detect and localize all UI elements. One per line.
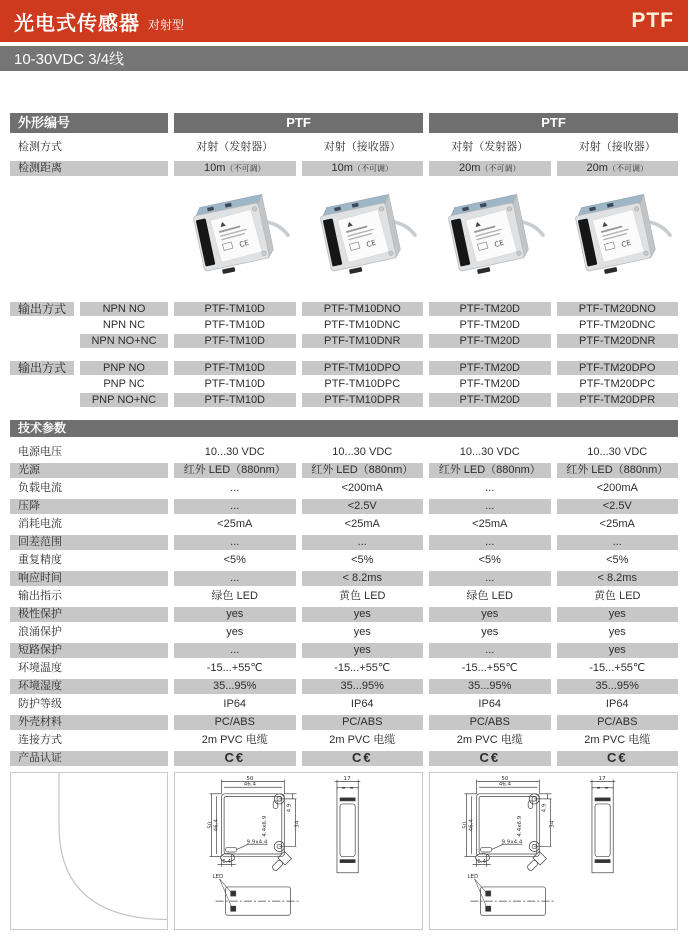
spec-value: yes	[429, 607, 551, 622]
spec-value: PC/ABS	[302, 715, 424, 730]
spec-value: 黄色 LED	[339, 590, 386, 602]
model-number-cell: PTF-TM20D	[459, 378, 520, 390]
spec-value: PC/ABS	[174, 715, 296, 730]
spec-value: ...	[230, 482, 240, 494]
range-value-main: 20m	[459, 162, 481, 174]
spec-value: yes	[302, 643, 424, 658]
spec-row	[10, 733, 678, 748]
spec-label: 回差范围	[10, 535, 168, 550]
model-number-cell: PTF-TM20D	[429, 393, 551, 407]
model-number-cell: PTF-TM10DPR	[302, 393, 424, 407]
spec-value: <25mA	[217, 518, 253, 530]
spec-row	[10, 553, 678, 568]
spec-value: 2m PVC 电缆	[329, 734, 396, 746]
spec-value: <5%	[606, 554, 629, 566]
spec-row	[10, 715, 678, 730]
product-photo-row	[10, 176, 678, 302]
range-value-note: （不可调）	[352, 164, 393, 173]
spec-value: 红外 LED（880nm）	[557, 463, 679, 478]
spec-value: ...	[174, 643, 296, 658]
spec-label: 负载电流	[18, 482, 62, 494]
spec-value: ...	[302, 535, 424, 550]
output-type-cell: NPN NC	[102, 319, 146, 331]
model-number-cell: PTF-TM20D	[429, 334, 551, 348]
model-number-cell: PTF-TM10D	[174, 361, 296, 375]
spec-value: yes	[481, 626, 499, 638]
series-group-header: PTF	[429, 113, 678, 133]
spec-value: ...	[429, 643, 551, 658]
detection-range-value	[557, 161, 679, 176]
spec-value: yes	[608, 626, 626, 638]
spec-row	[10, 607, 678, 622]
dim-50-top: 50	[246, 776, 254, 783]
spec-value: PC/ABS	[429, 715, 551, 730]
spec-label: 消耗电流	[18, 518, 62, 530]
output-type-cell: PNP NC	[103, 378, 145, 390]
spec-row	[10, 625, 678, 640]
spec-value: 10...30 VDC	[587, 446, 648, 458]
spec-value: <5%	[351, 554, 374, 566]
spec-value: <5%	[223, 554, 246, 566]
spec-value: yes	[302, 607, 424, 622]
spec-row	[10, 481, 678, 496]
spec-label: 浪涌保护	[18, 626, 62, 638]
spec-label: 光源	[10, 463, 168, 478]
dimension-drawing-2	[429, 772, 678, 930]
spec-value: -15...+55℃	[334, 662, 391, 674]
svg-text:CE: CE	[238, 237, 250, 250]
dimension-drawing-1	[174, 772, 423, 930]
spec-label: 响应时间	[10, 571, 168, 586]
output-table-block	[10, 361, 678, 407]
dim-slot-4-4x6-9: 4.4x6.9	[517, 815, 524, 837]
spec-value: -15...+55℃	[206, 662, 263, 674]
detection-range-value	[174, 161, 296, 176]
led-label: LED	[467, 873, 479, 880]
range-value-note: （不可调）	[225, 164, 266, 173]
detection-mode-label: 检测方式	[18, 141, 62, 153]
range-value-main: 20m	[586, 162, 608, 174]
range-value-main: 10m	[204, 162, 226, 174]
shape-code-corner-label: 外形编号	[10, 113, 168, 133]
output-table-block	[10, 302, 678, 348]
spec-value: <200mA	[341, 482, 383, 494]
spec-value: 35...95%	[429, 679, 551, 694]
spec-label: 环境湿度	[10, 679, 168, 694]
range-value-note: （不可调）	[480, 164, 521, 173]
series-group-header: PTF	[174, 113, 423, 133]
model-number-cell: PTF-TM20D	[459, 319, 520, 331]
spec-value: 红外 LED（880nm）	[302, 463, 424, 478]
spec-row	[10, 697, 678, 712]
ce-mark: C€	[302, 751, 424, 766]
spec-value: <2.5V	[557, 499, 679, 514]
spec-value: ...	[557, 535, 679, 550]
model-number-cell: PTF-TM10D	[174, 334, 296, 348]
dim-34: 34	[294, 820, 301, 828]
spec-value: ...	[429, 535, 551, 550]
spec-value: <5%	[478, 554, 501, 566]
spec-row	[10, 679, 678, 694]
model-number-cell: PTF-TM10DPC	[324, 378, 401, 390]
spec-value: <25mA	[344, 518, 380, 530]
dim-slot-9-9x4-4: 9.9x4.4	[246, 839, 268, 846]
dim-50-left: 50	[207, 821, 214, 829]
spec-label: 短路保护	[10, 643, 168, 658]
spec-value: 2m PVC 电缆	[201, 734, 268, 746]
led-label: LED	[212, 873, 224, 880]
model-number-cell: PTF-TM10D	[204, 378, 265, 390]
dimension-drawings-row	[10, 772, 678, 930]
spec-label: 外壳材料	[10, 715, 168, 730]
spec-value: 绿色 LED	[466, 590, 513, 602]
model-number-cell: PTF-TM10D	[174, 393, 296, 407]
detection-range-label: 检测距离	[10, 161, 168, 176]
spec-row	[10, 445, 678, 460]
dim-17-side: 17	[343, 776, 351, 783]
model-number-cell: PTF-TM20D	[429, 361, 551, 375]
spec-value: < 8.2ms	[302, 571, 424, 586]
detection-range-row	[10, 161, 678, 176]
model-number-cell: PTF-TM10DPO	[302, 361, 424, 375]
voltage-subheader	[0, 46, 688, 71]
spec-row	[10, 517, 678, 532]
detection-mode-row	[10, 140, 678, 155]
svg-text:CE: CE	[493, 237, 505, 250]
model-number-cell: PTF-TM10DNR	[302, 334, 424, 348]
range-value-main: 10m	[331, 162, 353, 174]
tech-params-header	[10, 420, 678, 437]
dim-17-side: 17	[598, 776, 606, 783]
svg-text:CE: CE	[620, 237, 633, 250]
dim-slot-9-9x4-4: 9.9x4.4	[501, 839, 523, 846]
dim-50-left: 50	[462, 821, 469, 829]
spec-value: 红外 LED（880nm）	[429, 463, 551, 478]
spec-row	[10, 589, 678, 604]
spec-label: 产品认证	[10, 751, 168, 766]
sensor-type-label: 对射型	[148, 17, 185, 32]
detection-mode-value: 对射（接收器）	[578, 141, 656, 153]
series-name: PTF	[631, 9, 674, 32]
model-number-cell: PTF-TM20DNR	[557, 334, 679, 348]
ce-mark: C€	[174, 751, 296, 766]
spec-row	[10, 661, 678, 676]
spec-value: 35...95%	[557, 679, 679, 694]
product-photo-cell	[429, 176, 551, 302]
spec-value: ...	[429, 571, 551, 586]
spec-value: 35...95%	[302, 679, 424, 694]
spec-row	[10, 535, 678, 550]
product-photo-cell	[302, 176, 424, 302]
output-type-cell: NPN NO	[80, 302, 168, 316]
voltage-spec: 10-30VDC 3/4线	[14, 51, 125, 68]
spec-value: yes	[174, 607, 296, 622]
spec-value: -15...+55℃	[461, 662, 518, 674]
spec-value: <200mA	[596, 482, 638, 494]
sensor-photo	[176, 185, 294, 293]
product-photo-cell	[557, 176, 679, 302]
spec-value: 10...30 VDC	[459, 446, 520, 458]
dim-50-top: 50	[501, 776, 509, 783]
dim-34: 34	[549, 820, 556, 828]
model-number-cell: PTF-TM20DPC	[579, 378, 656, 390]
spec-value: yes	[557, 607, 679, 622]
spec-value: 10...30 VDC	[332, 446, 393, 458]
spec-label: 连接方式	[18, 734, 62, 746]
spec-value: 2m PVC 电缆	[584, 734, 651, 746]
model-number-cell: PTF-TM20DPR	[557, 393, 679, 407]
spec-value: <25mA	[599, 518, 635, 530]
sensor-photo	[303, 185, 421, 293]
dim-46-4-top: 46.4	[498, 781, 512, 788]
dim-4-9: 4.9	[286, 803, 293, 813]
spec-value: 10...30 VDC	[204, 446, 265, 458]
spec-value: 35...95%	[174, 679, 296, 694]
dim-46-4-top: 46.4	[243, 781, 257, 788]
detection-mode-value: 对射（发射器）	[196, 141, 274, 153]
page-title: 光电式传感器	[14, 12, 140, 35]
spec-value: ...	[174, 535, 296, 550]
dim-slot-4-4x6-9: 4.4x6.9	[262, 815, 269, 837]
spec-value: IP64	[223, 698, 247, 710]
spec-value: IP64	[350, 698, 374, 710]
spec-value: ...	[174, 571, 296, 586]
page-header	[0, 0, 688, 42]
output-mode-label: 输出方式	[10, 361, 74, 375]
spec-value: <25mA	[472, 518, 508, 530]
output-mode-label: 输出方式	[10, 302, 74, 316]
model-number-cell: PTF-TM10DNO	[302, 302, 424, 316]
spec-value: yes	[557, 643, 679, 658]
model-number-cell: PTF-TM20DNC	[579, 319, 656, 331]
model-number-cell: PTF-TM20D	[429, 302, 551, 316]
detection-mode-value: 对射（发射器）	[451, 141, 529, 153]
spec-label: 极性保护	[10, 607, 168, 622]
product-photo-cell	[174, 176, 296, 302]
spec-value: yes	[353, 626, 371, 638]
ce-mark: C€	[429, 751, 551, 766]
dim-4-9: 4.9	[541, 803, 548, 813]
spec-value: 2m PVC 电缆	[456, 734, 523, 746]
output-type-cell: PNP NO+NC	[80, 393, 168, 407]
model-table-header	[10, 113, 678, 133]
detection-mode-value: 对射（接收器）	[323, 141, 401, 153]
spec-value: ...	[429, 499, 551, 514]
model-number-cell: PTF-TM10D	[174, 302, 296, 316]
model-number-cell: PTF-TM10DNC	[324, 319, 401, 331]
dim-6-4: 6.4	[222, 859, 232, 866]
output-tables	[10, 302, 678, 407]
spec-value: yes	[226, 626, 244, 638]
svg-text:CE: CE	[365, 237, 378, 250]
model-number-cell: PTF-TM20DPO	[557, 361, 679, 375]
detection-range-value	[429, 161, 551, 176]
model-number-cell: PTF-TM20DNO	[557, 302, 679, 316]
dim-46-4-left: 46.4	[468, 819, 475, 832]
ce-mark: C€	[557, 751, 679, 766]
corner-decor-box	[10, 772, 168, 930]
spec-value: <2.5V	[302, 499, 424, 514]
output-type-cell: NPN NO+NC	[80, 334, 168, 348]
spec-row	[10, 643, 678, 658]
model-number-cell: PTF-TM10D	[204, 319, 265, 331]
section-title: 技术参数	[10, 420, 678, 437]
spec-value: ...	[174, 499, 296, 514]
spec-value: 黄色 LED	[594, 590, 641, 602]
spec-value: < 8.2ms	[557, 571, 679, 586]
spec-label: 防护等级	[18, 698, 62, 710]
output-type-cell: PNP NO	[80, 361, 168, 375]
spec-value: IP64	[605, 698, 629, 710]
spec-value: ...	[485, 482, 495, 494]
dimension-drawing	[175, 773, 422, 929]
spec-row	[10, 499, 678, 514]
spec-value: -15...+55℃	[589, 662, 646, 674]
spec-value: 绿色 LED	[211, 590, 258, 602]
range-value-note: （不可调）	[607, 164, 648, 173]
spec-table	[10, 445, 678, 766]
dim-46-4-left: 46.4	[213, 819, 220, 832]
dimension-drawing	[430, 773, 677, 929]
spec-label: 环境温度	[18, 662, 62, 674]
spec-label: 输出指示	[18, 590, 62, 602]
spec-label: 压降	[10, 499, 168, 514]
spec-row	[10, 751, 678, 766]
spec-label: 重复精度	[18, 554, 62, 566]
spec-row	[10, 571, 678, 586]
dim-6-4: 6.4	[477, 859, 487, 866]
sensor-photo	[431, 185, 549, 293]
sensor-photo	[558, 185, 676, 293]
spec-value: PC/ABS	[557, 715, 679, 730]
spec-value: IP64	[478, 698, 502, 710]
corner-curve-decor	[11, 773, 167, 929]
spec-label: 电源电压	[18, 446, 62, 458]
detection-range-value	[302, 161, 424, 176]
spec-row	[10, 463, 678, 478]
spec-value: 红外 LED（880nm）	[174, 463, 296, 478]
